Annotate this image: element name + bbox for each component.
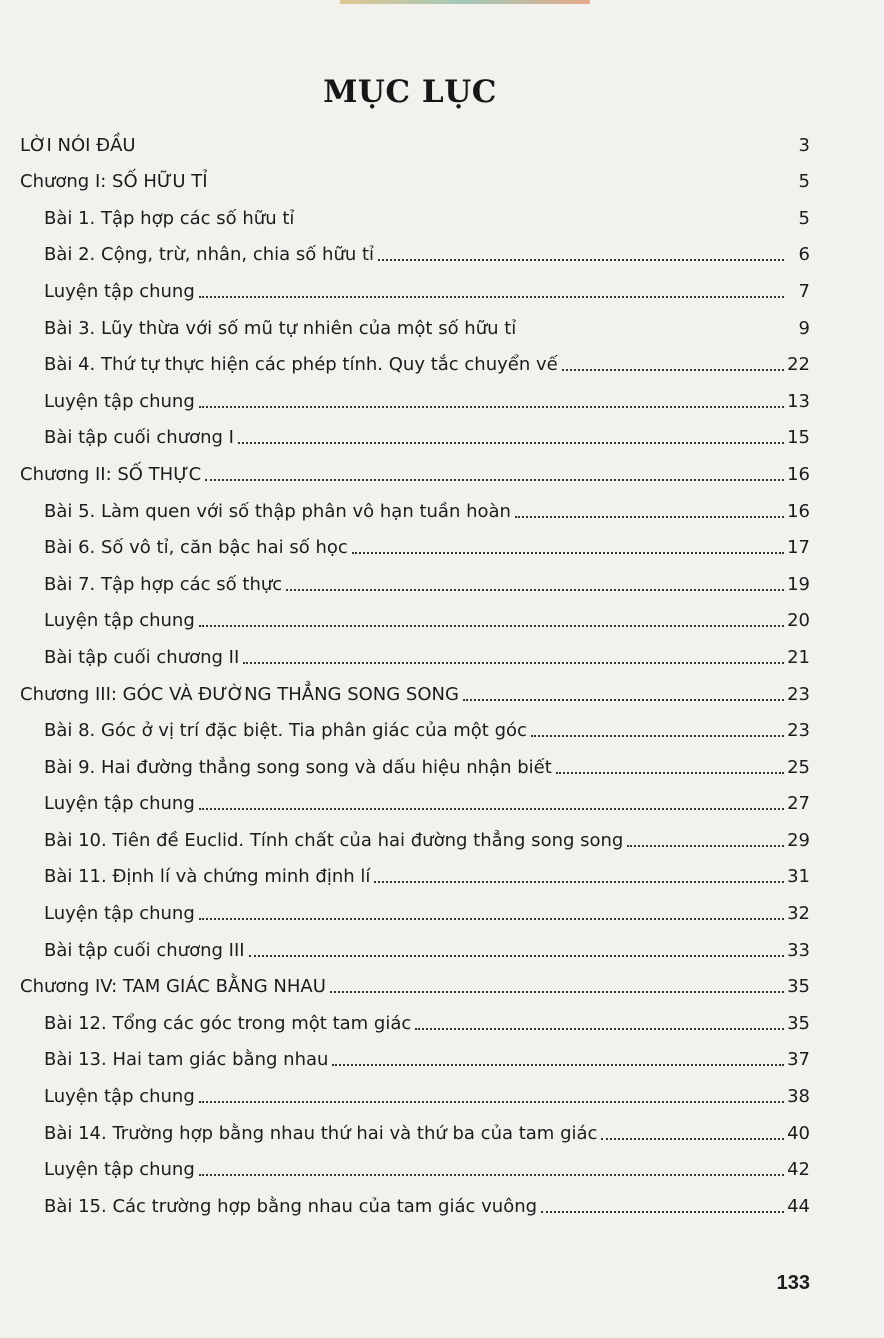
toc-lesson-row <box>20 998 810 1035</box>
toc-entry-label: Luyện tập chung <box>44 280 195 302</box>
toc-entry-page: 27 <box>787 793 810 815</box>
toc-entry-page: 42 <box>787 1159 810 1181</box>
toc-entry-label: Luyện tập chung <box>44 1159 195 1181</box>
toc-lesson-row <box>20 596 810 633</box>
toc-lesson-row <box>20 193 810 230</box>
toc-lesson-row <box>20 303 810 340</box>
dot-leader <box>199 1101 784 1103</box>
toc-entry-label: Bài 12. Tổng các góc trong một tam giác <box>44 1012 412 1034</box>
toc-entry-page: 38 <box>787 1086 810 1108</box>
dot-leader <box>601 1138 784 1140</box>
dot-leader <box>199 808 784 810</box>
toc-entry-page: 13 <box>787 390 810 412</box>
dot-leader <box>199 1174 784 1176</box>
toc-entry-label: Bài 2. Cộng, trừ, nhân, chia số hữu tỉ <box>44 244 375 266</box>
toc-entry-page: 6 <box>798 244 810 266</box>
toc-entry-page: 19 <box>787 573 810 595</box>
toc-entry-page: 15 <box>787 427 810 449</box>
toc-entry-page: 44 <box>787 1195 810 1217</box>
toc-entry-label: Luyện tập chung <box>44 793 195 815</box>
toc-entry-label: Luyện tập chung <box>44 390 195 412</box>
toc-entry-page: 7 <box>798 280 810 302</box>
page-number: 133 <box>776 1272 810 1294</box>
toc-entry-label: Luyện tập chung <box>44 903 195 925</box>
dot-leader <box>562 369 784 371</box>
toc-lesson-row <box>20 340 810 377</box>
toc-entry-page: 17 <box>787 537 810 559</box>
dot-leader <box>249 955 784 957</box>
dot-leader <box>415 1028 784 1030</box>
toc-lesson-row <box>20 1145 810 1182</box>
toc-entry-label: Bài tập cuối chương II <box>44 646 240 668</box>
toc-entry-label: Bài 10. Tiên đề Euclid. Tính chất của hai đường thẳng song song <box>44 829 624 851</box>
toc-entry-label: Chương I: SỐ HỮU TỈ <box>20 171 208 193</box>
toc-lesson-row <box>20 486 810 523</box>
toc-entry-label: Bài 6. Số vô tỉ, căn bậc hai số học <box>44 537 348 559</box>
toc-lesson-row <box>20 852 810 889</box>
toc-entry-label: Bài 8. Góc ở vị trí đặc biệt. Tia phân giác của một góc <box>44 720 527 742</box>
toc-entry-label: Bài tập cuối chương III <box>44 939 245 961</box>
toc-entry-page: 9 <box>798 317 810 339</box>
toc-entry-page: 40 <box>787 1122 810 1144</box>
toc-entry-page: 22 <box>787 354 810 376</box>
toc-lesson-row <box>20 1071 810 1108</box>
dot-leader <box>238 442 784 444</box>
toc-entry-label: Bài 14. Trường hợp bằng nhau thứ hai và thứ ba của tam giác <box>44 1122 598 1144</box>
dot-leader <box>332 1064 784 1066</box>
dot-leader <box>330 991 784 993</box>
toc-lesson-row <box>20 632 810 669</box>
top-color-band <box>340 0 590 4</box>
toc-entry-page: 21 <box>787 646 810 668</box>
toc-chapter-row <box>20 962 810 999</box>
toc-entry-page: 23 <box>787 683 810 705</box>
toc-entry-label: LỜI NÓI ĐẦU <box>20 134 136 156</box>
toc-entry-page: 35 <box>787 1012 810 1034</box>
dot-leader <box>463 699 784 701</box>
toc-chapter-row <box>20 669 810 706</box>
toc-entry-page: 23 <box>787 720 810 742</box>
toc-entry-page: 3 <box>798 134 810 156</box>
toc-lesson-row <box>20 1035 810 1072</box>
dot-leader <box>515 516 784 518</box>
toc-entry-page: 16 <box>787 500 810 522</box>
toc-lesson-row <box>20 1181 810 1218</box>
table-of-contents <box>20 120 810 1218</box>
toc-lesson-row <box>20 888 810 925</box>
toc-entry-label: Bài 5. Làm quen với số thập phân vô hạn tuần hoàn <box>44 500 511 522</box>
toc-entry-label: Bài 7. Tập hợp các số thực <box>44 573 283 595</box>
dot-leader <box>199 918 784 920</box>
dot-leader <box>378 259 784 261</box>
toc-chapter-row <box>20 449 810 486</box>
dot-leader <box>531 735 784 737</box>
dot-leader <box>374 881 784 883</box>
dot-leader <box>286 589 784 591</box>
toc-entry-label: Luyện tập chung <box>44 1086 195 1108</box>
toc-chapter-row <box>20 157 810 194</box>
dot-leader <box>205 479 784 481</box>
toc-entry-page: 33 <box>787 939 810 961</box>
toc-entry-page: 5 <box>798 171 810 193</box>
dot-leader <box>627 845 784 847</box>
toc-chapter-row <box>20 120 810 157</box>
page-title: MỤC LỤC <box>323 74 497 110</box>
toc-entry-page: 5 <box>798 207 810 229</box>
toc-entry-page: 31 <box>787 866 810 888</box>
toc-lesson-row <box>20 230 810 267</box>
toc-entry-page: 25 <box>787 756 810 778</box>
toc-entry-page: 16 <box>787 463 810 485</box>
toc-entry-page: 29 <box>787 829 810 851</box>
toc-lesson-row <box>20 742 810 779</box>
toc-entry-label: Bài 13. Hai tam giác bằng nhau <box>44 1049 329 1071</box>
toc-entry-page: 32 <box>787 903 810 925</box>
dot-leader <box>199 625 784 627</box>
toc-entry-label: Bài tập cuối chương I <box>44 427 234 449</box>
toc-entry-label: Bài 9. Hai đường thẳng song song và dấu hiệu nhận biết <box>44 756 552 778</box>
toc-lesson-row <box>20 925 810 962</box>
toc-lesson-row <box>20 1108 810 1145</box>
toc-entry-label: Bài 15. Các trường hợp bằng nhau của tam giác vuông <box>44 1195 538 1217</box>
dot-leader <box>556 772 784 774</box>
toc-lesson-row <box>20 559 810 596</box>
toc-lesson-row <box>20 523 810 560</box>
toc-entry-page: 20 <box>787 610 810 632</box>
toc-entry-label: Chương III: GÓC VÀ ĐƯỜNG THẲNG SONG SONG <box>20 683 459 705</box>
toc-entry-label: Bài 3. Lũy thừa với số mũ tự nhiên của một số hữu tỉ <box>44 317 517 339</box>
toc-entry-page: 35 <box>787 976 810 998</box>
toc-lesson-row <box>20 266 810 303</box>
toc-entry-page: 37 <box>787 1049 810 1071</box>
dot-leader <box>352 552 784 554</box>
dot-leader <box>199 406 784 408</box>
dot-leader <box>243 662 784 664</box>
toc-entry-label: Chương II: SỐ THỰC <box>20 463 202 485</box>
toc-lesson-row <box>20 376 810 413</box>
toc-entry-label: Bài 11. Định lí và chứng minh định lí <box>44 866 371 888</box>
dot-leader <box>541 1211 784 1213</box>
toc-entry-label: Luyện tập chung <box>44 610 195 632</box>
toc-lesson-row <box>20 779 810 816</box>
dot-leader <box>199 296 784 298</box>
toc-lesson-row <box>20 706 810 743</box>
toc-lesson-row <box>20 413 810 450</box>
toc-entry-label: Bài 4. Thứ tự thực hiện các phép tính. Quy tắc chuyển vế <box>44 354 558 376</box>
toc-entry-label: Chương IV: TAM GIÁC BẰNG NHAU <box>20 976 326 998</box>
toc-entry-label: Bài 1. Tập hợp các số hữu tỉ <box>44 207 295 229</box>
toc-lesson-row <box>20 815 810 852</box>
